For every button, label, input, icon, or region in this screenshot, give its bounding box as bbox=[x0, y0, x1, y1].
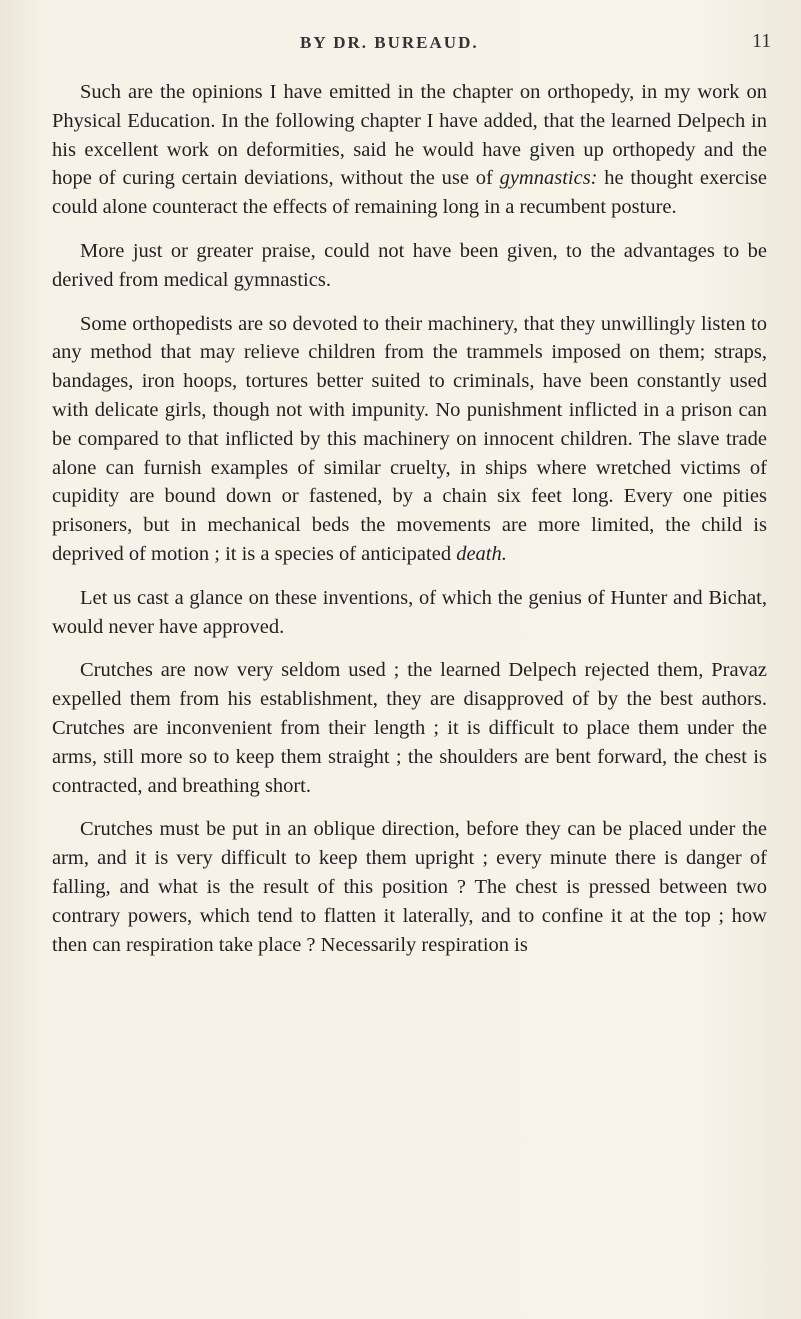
paragraph-1 bbox=[52, 78, 767, 222]
paragraph-1-text-b: he thought exercise could alone counteract the effects of remaining long in a recumbent posture. bbox=[52, 167, 767, 219]
paragraph-3 bbox=[52, 310, 767, 569]
paragraph-3-text: Some orthopedists are so devoted to their machinery, that they unwillingly listen to any method that may relieve children from the trammels imposed on them; straps, bandages, iron hoops, tortures better suited to criminals, have been constantly used with delicate girls, though not with impunity. No punishment inflicted in a prison can be compared to that inflicted by this machinery on innocent children. The slave trade alone can furnish examples of similar cruelty, in ships where wretched victims of cupidity are bound down or fastened, by a chain six feet long. Every one pities prisoners, but in mechanical beds the movements are more limited, the child is deprived of motion ; it is a species of anticipated bbox=[52, 312, 767, 565]
paragraph-5: Crutches are now very seldom used ; the learned Delpech rejected them, Pravaz expelled them from his establishment, they are disapproved of by the best authors. Crutches are inconvenient from their length ; it is difficult to place them under the arms, still more so to keep them straight ; the shoulders are bent forward, the chest is contracted, and breathing short. bbox=[52, 659, 767, 797]
page-number: 11 bbox=[752, 30, 772, 52]
paragraph-6: Crutches must be put in an oblique direction, before they can be placed under the arm, and it is very difficult to keep them upright ; every minute there is danger of falling, and what is the result of this position ? The chest is pressed between two contrary powers, which tend to flatten it laterally, and to confine it at the top ; how then can respiration take place ? Necessarily respiration is bbox=[52, 818, 767, 956]
paragraph-2: More just or greater praise, could not have been given, to the advantages to be derived from medical gymnastics. bbox=[52, 239, 767, 291]
paragraph-1-text-a: Such are the opinions I have emitted in the chapter on orthopedy, in my work on Physical Education. In the following chapter I have added, that the learned Delpech in his excellent work on deformities, said he would have given up orthopedy and the hope of curing certain deviations, without the use of bbox=[52, 81, 767, 190]
paragraph-4: Let us cast a glance on these inventions, of which the genius of Hunter and Bichat, would never have approved. bbox=[52, 586, 767, 638]
page-body bbox=[52, 78, 767, 974]
paragraph-1-italic: gymnastics: bbox=[499, 167, 598, 190]
running-head: BY DR. BUREAUD. bbox=[300, 33, 479, 52]
paragraph-3-italic: death. bbox=[456, 542, 507, 565]
